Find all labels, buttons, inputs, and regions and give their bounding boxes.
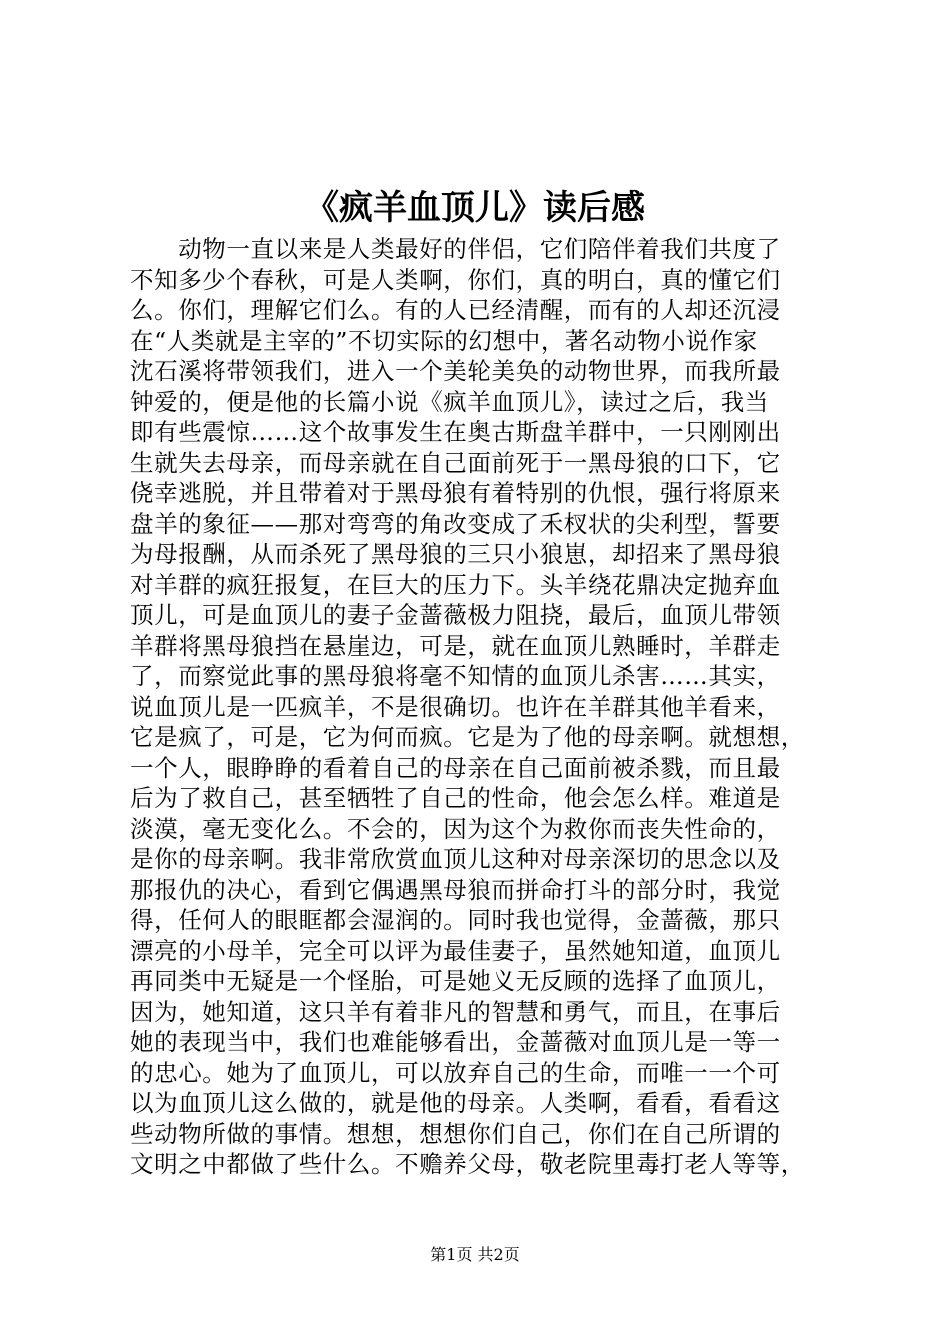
text-line: 一个人，眼睁睁的看着自己的母亲在自己面前被杀戮，而且最 [130, 753, 781, 782]
text-line: 因为，她知道，这只羊有着非凡的智慧和勇气，而且，在事后 [130, 997, 781, 1026]
text-line: 以为血顶儿这么做的，就是他的母亲。人类啊，看看，看看这 [130, 1089, 781, 1117]
text-line: 在“人类就是主宰的”不切实际的幻想中，著名动物小说作家 [130, 326, 758, 355]
text-line: 对羊群的疯狂报复，在巨大的压力下。头羊绕花鼎决定抛弃血 [130, 570, 781, 599]
text-line: 得，任何人的眼眶都会湿润的。同时我也觉得，金蔷薇，那只 [130, 906, 781, 934]
text-line: 她的表现当中，我们也难能够看出，金蔷薇对血顶儿是一等一 [130, 1028, 781, 1056]
text-line: 顶儿，可是血顶儿的妻子金蔷薇极力阻挠，最后，血顶儿带领 [130, 601, 781, 629]
text-line: 漂亮的小母羊，完全可以评为最佳妻子，虽然她知道，血顶儿 [130, 936, 781, 965]
text-line: 么。你们，理解它们么。有的人已经清醒，而有的人却还沉浸 [130, 296, 781, 324]
document-title: 《疯羊血顶儿》读后感 [305, 188, 645, 228]
text-line: 说血顶儿是一匹疯羊，不是很确切。也许在羊群其他羊看来， [130, 692, 781, 721]
text-line: 动物一直以来是人类最好的伴侣，它们陪伴着我们共度了 [130, 235, 781, 263]
body-paragraph [130, 234, 830, 1180]
text-line: 盘羊的象征——那对弯弯的角改变成了禾杈状的尖利型，誓要 [130, 509, 781, 538]
text-line: 淡漠，毫无变化么。不会的，因为这个为救你而丧失性命的， [130, 814, 781, 843]
text-line: 了，而察觉此事的黑母狼将毫不知情的血顶儿杀害……其实， [130, 662, 781, 690]
text-line: 些动物所做的事情。想想，想想你们自己，你们在自己所谓的 [130, 1119, 781, 1148]
page-number-footer: 第1页 共2页 [430, 1245, 520, 1264]
text-line: 生就失去母亲，而母亲就在自己面前死于一黑母狼的口下，它 [130, 448, 781, 477]
text-line: 不知多少个春秋，可是人类啊，你们，真的明白，真的懂它们 [130, 265, 781, 294]
text-line: 是你的母亲啊。我非常欣赏血顶儿这种对母亲深切的思念以及 [130, 845, 781, 873]
text-line: 沈石溪将带领我们，进入一个美轮美奂的动物世界，而我所最 [130, 357, 781, 385]
text-line: 羊群将黑母狼挡在悬崖边，可是，就在血顶儿熟睡时，羊群走 [130, 631, 781, 660]
text-line: 后为了救自己，甚至牺牲了自己的性命，他会怎么样。难道是 [130, 784, 781, 812]
text-line: 的忠心。她为了血顶儿，可以放弃自己的生命，而唯一一个可 [130, 1058, 781, 1087]
text-line: 钟爱的，便是他的长篇小说《疯羊血顶儿》，读过之后，我当 [130, 387, 769, 416]
text-line: 它是疯了，可是，它为何而疯。它是为了他的母亲啊。就想想， [130, 723, 805, 751]
text-line: 为母报酬，从而杀死了黑母狼的三只小狼崽，却招来了黑母狼 [130, 540, 781, 568]
text-line: 文明之中都做了些什么。不赡养父母，敬老院里毒打老人等等， [130, 1150, 805, 1178]
text-line: 那报仇的决心，看到它偶遇黑母狼而拼命打斗的部分时，我觉 [130, 875, 781, 904]
text-line: 即有些震惊……这个故事发生在奥古斯盘羊群中，一只刚刚出 [130, 418, 781, 446]
text-line: 再同类中无疑是一个怪胎，可是她义无反顾的选择了血顶儿， [130, 967, 781, 995]
text-line: 侥幸逃脱，并且带着对于黑母狼有着特别的仇恨，强行将原来 [130, 479, 781, 507]
